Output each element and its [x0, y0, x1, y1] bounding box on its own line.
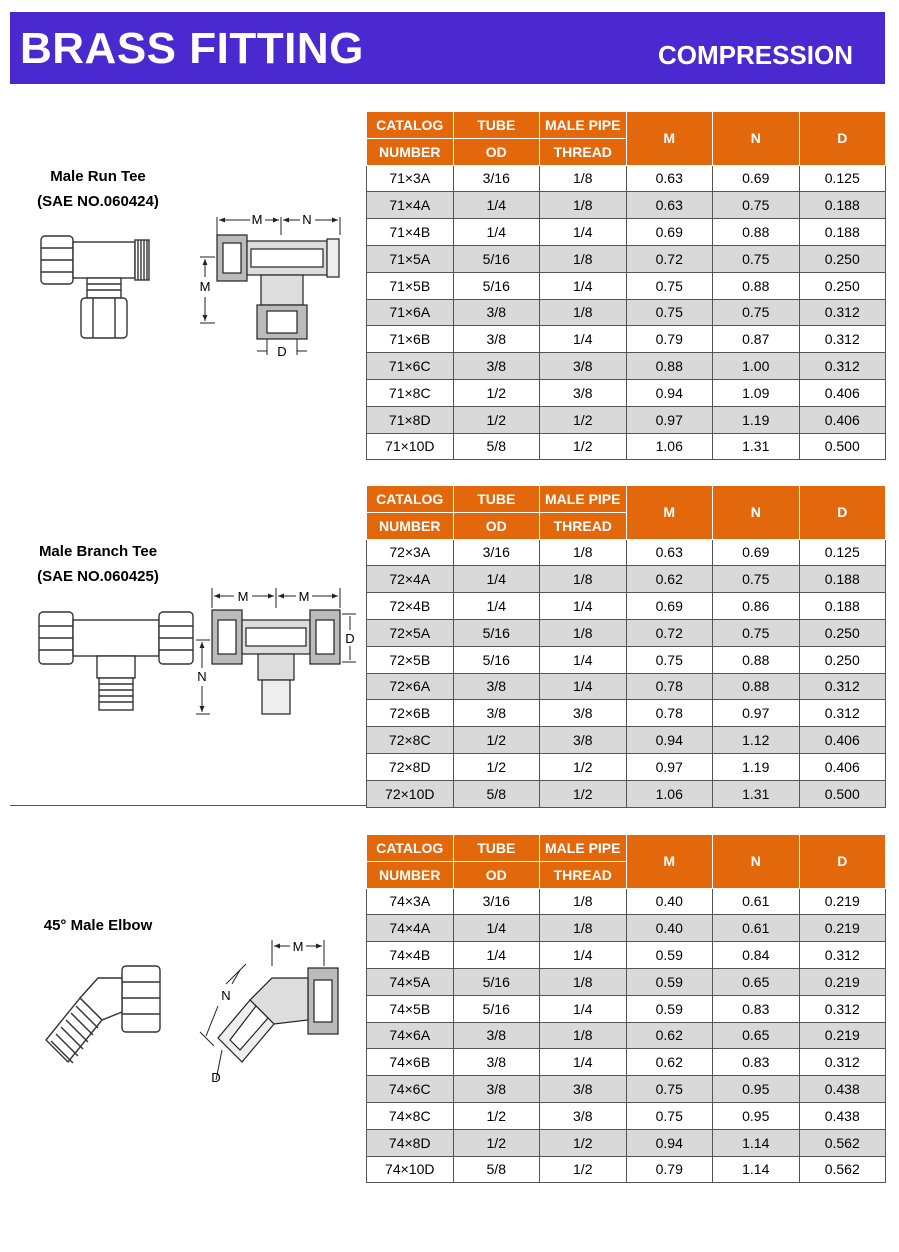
col-header-m: M — [626, 835, 713, 889]
table-row — [367, 780, 886, 807]
cell-catalog-number: 74×8D — [367, 1129, 454, 1156]
dim-n-label: N — [197, 669, 207, 684]
col-header-catalog-sub: NUMBER — [367, 138, 454, 165]
cell-male-pipe-thread: 1/4 — [540, 1049, 627, 1076]
45-male-elbow-illustration — [40, 962, 165, 1074]
cell-catalog-number: 74×6C — [367, 1076, 454, 1103]
table-row — [367, 942, 886, 969]
cell-tube-od: 1/2 — [453, 753, 540, 780]
table-row — [367, 165, 886, 192]
cell-tube-od: 5/16 — [453, 968, 540, 995]
table-row — [367, 1076, 886, 1103]
male-branch-tee-illustration — [35, 608, 197, 713]
cell-male-pipe-thread: 1/8 — [540, 245, 627, 272]
male-branch-tee-table — [366, 485, 886, 808]
cell-dim-d: 0.250 — [799, 619, 886, 646]
male-branch-tee-dimension-drawing — [192, 582, 360, 722]
cell-tube-od: 3/8 — [453, 299, 540, 326]
cell-catalog-number: 71×10D — [367, 433, 454, 460]
cell-male-pipe-thread: 1/2 — [540, 1156, 627, 1183]
cell-dim-n: 0.88 — [713, 673, 800, 700]
cell-dim-m: 0.69 — [626, 219, 713, 246]
table-row — [367, 995, 886, 1022]
col-header-tube: TUBE — [453, 486, 540, 513]
cell-male-pipe-thread: 1/4 — [540, 272, 627, 299]
cell-dim-d: 0.406 — [799, 753, 886, 780]
cell-male-pipe-thread: 3/8 — [540, 379, 627, 406]
col-header-catalog-sub: NUMBER — [367, 512, 454, 539]
cell-dim-m: 0.88 — [626, 353, 713, 380]
table-row — [367, 1129, 886, 1156]
dim-n-label: N — [302, 212, 312, 227]
cell-dim-m: 0.78 — [626, 673, 713, 700]
cell-dim-d: 0.219 — [799, 888, 886, 915]
cell-dim-m: 0.97 — [626, 406, 713, 433]
cell-dim-d: 0.312 — [799, 1049, 886, 1076]
cell-dim-d: 0.406 — [799, 379, 886, 406]
cell-dim-n: 1.14 — [713, 1129, 800, 1156]
cell-tube-od: 3/8 — [453, 326, 540, 353]
cell-dim-n: 0.75 — [713, 192, 800, 219]
cell-tube-od: 1/4 — [453, 566, 540, 593]
dim-m-label: M — [292, 939, 304, 954]
table-row — [367, 619, 886, 646]
cell-dim-n: 0.87 — [713, 326, 800, 353]
col-header-d: D — [799, 112, 886, 166]
cell-catalog-number: 72×4B — [367, 593, 454, 620]
cell-male-pipe-thread: 3/8 — [540, 1102, 627, 1129]
cell-dim-m: 0.97 — [626, 753, 713, 780]
cell-dim-d: 0.562 — [799, 1129, 886, 1156]
cell-tube-od: 5/16 — [453, 619, 540, 646]
cell-male-pipe-thread: 1/8 — [540, 539, 627, 566]
cell-dim-m: 0.75 — [626, 1076, 713, 1103]
cell-tube-od: 1/4 — [453, 219, 540, 246]
45-male-elbow-dimension-drawing — [196, 932, 346, 1090]
cell-dim-d: 0.406 — [799, 727, 886, 754]
dim-d-label: D — [277, 344, 287, 359]
cell-male-pipe-thread: 1/8 — [540, 888, 627, 915]
cell-catalog-number: 71×6B — [367, 326, 454, 353]
dim-n-label: N — [221, 988, 231, 1003]
cell-male-pipe-thread: 1/2 — [540, 1129, 627, 1156]
cell-dim-m: 0.75 — [626, 299, 713, 326]
cell-dim-n: 0.61 — [713, 888, 800, 915]
col-header-tube-sub: OD — [453, 138, 540, 165]
cell-dim-m: 0.75 — [626, 272, 713, 299]
col-header-m: M — [626, 112, 713, 166]
cell-male-pipe-thread: 1/2 — [540, 780, 627, 807]
cell-dim-n: 0.75 — [713, 566, 800, 593]
page-subtitle: COMPRESSION — [657, 40, 853, 70]
dim-m-right-label: M — [298, 589, 310, 604]
col-header-pipe-sub: THREAD — [540, 138, 627, 165]
cell-catalog-number: 71×4A — [367, 192, 454, 219]
cell-catalog-number: 71×3A — [367, 165, 454, 192]
cell-male-pipe-thread: 1/8 — [540, 619, 627, 646]
cell-catalog-number: 72×8D — [367, 753, 454, 780]
col-header-tube: TUBE — [453, 112, 540, 139]
cell-dim-d: 0.188 — [799, 192, 886, 219]
cell-dim-d: 0.219 — [799, 915, 886, 942]
cell-tube-od: 3/16 — [453, 539, 540, 566]
cell-catalog-number: 72×5A — [367, 619, 454, 646]
col-header-n: N — [713, 835, 800, 889]
cell-dim-n: 0.75 — [713, 245, 800, 272]
table-row — [367, 700, 886, 727]
cell-tube-od: 5/8 — [453, 780, 540, 807]
dim-m-vertical-label: M — [199, 279, 211, 294]
dim-d-label: D — [211, 1070, 221, 1085]
col-header-pipe: MALE PIPE — [540, 112, 627, 139]
col-header-d: D — [799, 835, 886, 889]
cell-catalog-number: 74×3A — [367, 888, 454, 915]
cell-tube-od: 5/8 — [453, 1156, 540, 1183]
cell-tube-od: 1/2 — [453, 1102, 540, 1129]
cell-dim-d: 0.312 — [799, 995, 886, 1022]
cell-tube-od: 1/2 — [453, 1129, 540, 1156]
cell-dim-m: 0.94 — [626, 727, 713, 754]
cell-male-pipe-thread: 1/8 — [540, 1022, 627, 1049]
col-header-catalog: CATALOG — [367, 486, 454, 513]
cell-catalog-number: 72×8C — [367, 727, 454, 754]
section-divider — [10, 805, 366, 806]
cell-tube-od: 1/2 — [453, 379, 540, 406]
cell-catalog-number: 72×3A — [367, 539, 454, 566]
section-title: Male Run Tee — [50, 168, 146, 185]
male-run-tee-dimension-drawing — [195, 205, 345, 365]
cell-dim-m: 0.59 — [626, 995, 713, 1022]
cell-dim-n: 1.00 — [713, 353, 800, 380]
cell-dim-n: 0.84 — [713, 942, 800, 969]
cell-male-pipe-thread: 1/2 — [540, 753, 627, 780]
cell-catalog-number: 74×8C — [367, 1102, 454, 1129]
cell-male-pipe-thread: 3/8 — [540, 1076, 627, 1103]
cell-dim-n: 0.97 — [713, 700, 800, 727]
table-row — [367, 1049, 886, 1076]
table-row — [367, 272, 886, 299]
cell-dim-n: 0.88 — [713, 646, 800, 673]
cell-dim-n: 1.19 — [713, 406, 800, 433]
cell-male-pipe-thread: 1/8 — [540, 165, 627, 192]
cell-male-pipe-thread: 1/8 — [540, 192, 627, 219]
cell-dim-d: 0.312 — [799, 299, 886, 326]
cell-dim-d: 0.219 — [799, 1022, 886, 1049]
table-row — [367, 1022, 886, 1049]
col-header-pipe-sub: THREAD — [540, 512, 627, 539]
cell-dim-n: 0.65 — [713, 968, 800, 995]
cell-catalog-number: 74×5A — [367, 968, 454, 995]
cell-tube-od: 5/16 — [453, 995, 540, 1022]
table-row — [367, 673, 886, 700]
cell-catalog-number: 71×6C — [367, 353, 454, 380]
section-2-label — [8, 539, 188, 589]
cell-tube-od: 3/8 — [453, 1049, 540, 1076]
section-1-label — [8, 164, 188, 214]
cell-catalog-number: 74×5B — [367, 995, 454, 1022]
cell-male-pipe-thread: 3/8 — [540, 700, 627, 727]
cell-dim-n: 0.83 — [713, 1049, 800, 1076]
cell-catalog-number: 72×6B — [367, 700, 454, 727]
male-run-tee-illustration — [35, 228, 155, 346]
cell-dim-m: 0.75 — [626, 1102, 713, 1129]
cell-dim-n: 1.19 — [713, 753, 800, 780]
col-header-m: M — [626, 486, 713, 540]
col-header-d: D — [799, 486, 886, 540]
cell-catalog-number: 72×6A — [367, 673, 454, 700]
cell-dim-m: 0.72 — [626, 245, 713, 272]
table-row — [367, 353, 886, 380]
cell-dim-d: 0.250 — [799, 646, 886, 673]
table-row — [367, 299, 886, 326]
cell-dim-m: 0.63 — [626, 539, 713, 566]
cell-catalog-number: 74×4A — [367, 915, 454, 942]
col-header-n: N — [713, 486, 800, 540]
table-row — [367, 646, 886, 673]
table-row — [367, 379, 886, 406]
cell-tube-od: 1/2 — [453, 727, 540, 754]
cell-dim-m: 0.79 — [626, 1156, 713, 1183]
cell-dim-m: 0.94 — [626, 379, 713, 406]
table-row — [367, 192, 886, 219]
cell-dim-d: 0.188 — [799, 566, 886, 593]
cell-male-pipe-thread: 3/8 — [540, 353, 627, 380]
cell-catalog-number: 72×10D — [367, 780, 454, 807]
cell-male-pipe-thread: 1/4 — [540, 673, 627, 700]
table-row — [367, 753, 886, 780]
cell-tube-od: 3/16 — [453, 888, 540, 915]
cell-dim-m: 0.75 — [626, 646, 713, 673]
cell-tube-od: 1/4 — [453, 942, 540, 969]
cell-dim-n: 0.75 — [713, 619, 800, 646]
dim-d-label: D — [345, 631, 355, 646]
cell-male-pipe-thread: 1/8 — [540, 915, 627, 942]
cell-male-pipe-thread: 3/8 — [540, 727, 627, 754]
dim-m-left-label: M — [237, 589, 249, 604]
45-male-elbow-table — [366, 834, 886, 1183]
table-row — [367, 326, 886, 353]
cell-catalog-number: 74×6A — [367, 1022, 454, 1049]
table-row — [367, 566, 886, 593]
cell-male-pipe-thread: 1/4 — [540, 219, 627, 246]
cell-dim-m: 1.06 — [626, 433, 713, 460]
cell-dim-m: 0.78 — [626, 700, 713, 727]
cell-tube-od: 5/16 — [453, 646, 540, 673]
table-row — [367, 888, 886, 915]
cell-dim-n: 1.12 — [713, 727, 800, 754]
col-header-tube-sub: OD — [453, 861, 540, 888]
cell-male-pipe-thread: 1/4 — [540, 646, 627, 673]
cell-catalog-number: 72×4A — [367, 566, 454, 593]
cell-dim-d: 0.188 — [799, 219, 886, 246]
col-header-catalog-sub: NUMBER — [367, 861, 454, 888]
page-header — [10, 12, 885, 84]
cell-tube-od: 3/8 — [453, 700, 540, 727]
cell-catalog-number: 74×6B — [367, 1049, 454, 1076]
cell-dim-d: 0.125 — [799, 539, 886, 566]
cell-dim-d: 0.500 — [799, 433, 886, 460]
table-row — [367, 433, 886, 460]
col-header-tube: TUBE — [453, 835, 540, 862]
cell-dim-d: 0.438 — [799, 1076, 886, 1103]
cell-catalog-number: 74×4B — [367, 942, 454, 969]
cell-dim-m: 1.06 — [626, 780, 713, 807]
section-sae-number: (SAE NO.060424) — [37, 193, 159, 210]
cell-dim-m: 0.62 — [626, 1049, 713, 1076]
cell-dim-d: 0.312 — [799, 673, 886, 700]
cell-male-pipe-thread: 1/8 — [540, 299, 627, 326]
cell-dim-n: 0.69 — [713, 539, 800, 566]
cell-male-pipe-thread: 1/8 — [540, 566, 627, 593]
table-row — [367, 219, 886, 246]
cell-male-pipe-thread: 1/8 — [540, 968, 627, 995]
cell-tube-od: 1/4 — [453, 192, 540, 219]
cell-male-pipe-thread: 1/4 — [540, 326, 627, 353]
col-header-tube-sub: OD — [453, 512, 540, 539]
cell-tube-od: 3/16 — [453, 165, 540, 192]
table-row — [367, 406, 886, 433]
cell-dim-m: 0.40 — [626, 888, 713, 915]
col-header-pipe: MALE PIPE — [540, 835, 627, 862]
cell-dim-n: 0.95 — [713, 1102, 800, 1129]
cell-dim-m: 0.72 — [626, 619, 713, 646]
cell-dim-d: 0.250 — [799, 272, 886, 299]
cell-tube-od: 1/2 — [453, 406, 540, 433]
cell-tube-od: 1/4 — [453, 593, 540, 620]
cell-dim-d: 0.500 — [799, 780, 886, 807]
table-row — [367, 727, 886, 754]
cell-catalog-number: 71×5B — [367, 272, 454, 299]
cell-dim-n: 1.14 — [713, 1156, 800, 1183]
col-header-n: N — [713, 112, 800, 166]
cell-tube-od: 3/8 — [453, 1076, 540, 1103]
cell-dim-d: 0.562 — [799, 1156, 886, 1183]
cell-dim-m: 0.79 — [626, 326, 713, 353]
cell-catalog-number: 72×5B — [367, 646, 454, 673]
cell-dim-m: 0.59 — [626, 968, 713, 995]
cell-dim-n: 1.31 — [713, 433, 800, 460]
col-header-catalog: CATALOG — [367, 835, 454, 862]
col-header-catalog: CATALOG — [367, 112, 454, 139]
cell-dim-n: 0.88 — [713, 272, 800, 299]
cell-tube-od: 5/16 — [453, 245, 540, 272]
table-row — [367, 1102, 886, 1129]
section-3-label — [8, 913, 188, 938]
cell-dim-d: 0.188 — [799, 593, 886, 620]
section-title: 45° Male Elbow — [43, 917, 153, 934]
cell-dim-m: 0.94 — [626, 1129, 713, 1156]
cell-catalog-number: 71×4B — [367, 219, 454, 246]
col-header-pipe-sub: THREAD — [540, 861, 627, 888]
section-sae-number: (SAE NO.060425) — [37, 568, 159, 585]
cell-dim-n: 0.86 — [713, 593, 800, 620]
page-title: BRASS FITTING — [20, 24, 364, 73]
cell-dim-m: 0.40 — [626, 915, 713, 942]
cell-dim-m: 0.59 — [626, 942, 713, 969]
col-header-pipe: MALE PIPE — [540, 486, 627, 513]
cell-tube-od: 3/8 — [453, 673, 540, 700]
cell-catalog-number: 71×5A — [367, 245, 454, 272]
cell-dim-d: 0.312 — [799, 700, 886, 727]
cell-dim-d: 0.438 — [799, 1102, 886, 1129]
cell-male-pipe-thread: 1/2 — [540, 433, 627, 460]
cell-dim-n: 1.09 — [713, 379, 800, 406]
cell-tube-od: 5/8 — [453, 433, 540, 460]
cell-male-pipe-thread: 1/4 — [540, 942, 627, 969]
cell-dim-n: 0.88 — [713, 219, 800, 246]
cell-tube-od: 3/8 — [453, 1022, 540, 1049]
cell-dim-d: 0.312 — [799, 326, 886, 353]
cell-dim-d: 0.250 — [799, 245, 886, 272]
cell-tube-od: 3/8 — [453, 353, 540, 380]
cell-dim-m: 0.63 — [626, 165, 713, 192]
cell-dim-m: 0.69 — [626, 593, 713, 620]
cell-dim-m: 0.62 — [626, 566, 713, 593]
cell-dim-d: 0.312 — [799, 942, 886, 969]
cell-tube-od: 1/4 — [453, 915, 540, 942]
cell-tube-od: 5/16 — [453, 272, 540, 299]
cell-dim-n: 0.83 — [713, 995, 800, 1022]
cell-dim-n: 0.95 — [713, 1076, 800, 1103]
table-row — [367, 245, 886, 272]
cell-dim-d: 0.312 — [799, 353, 886, 380]
section-title: Male Branch Tee — [38, 543, 158, 560]
table-row — [367, 915, 886, 942]
table-row — [367, 1156, 886, 1183]
cell-dim-n: 0.61 — [713, 915, 800, 942]
cell-dim-m: 0.62 — [626, 1022, 713, 1049]
table-row — [367, 539, 886, 566]
cell-catalog-number: 74×10D — [367, 1156, 454, 1183]
cell-male-pipe-thread: 1/4 — [540, 593, 627, 620]
cell-catalog-number: 71×8C — [367, 379, 454, 406]
cell-male-pipe-thread: 1/2 — [540, 406, 627, 433]
cell-dim-n: 1.31 — [713, 780, 800, 807]
cell-dim-d: 0.125 — [799, 165, 886, 192]
cell-dim-d: 0.406 — [799, 406, 886, 433]
table-row — [367, 968, 886, 995]
male-run-tee-table — [366, 111, 886, 460]
table-row — [367, 593, 886, 620]
dim-m-label: M — [251, 212, 263, 227]
cell-dim-n: 0.75 — [713, 299, 800, 326]
cell-catalog-number: 71×8D — [367, 406, 454, 433]
cell-dim-m: 0.63 — [626, 192, 713, 219]
cell-dim-d: 0.219 — [799, 968, 886, 995]
cell-male-pipe-thread: 1/4 — [540, 995, 627, 1022]
cell-dim-n: 0.69 — [713, 165, 800, 192]
cell-dim-n: 0.65 — [713, 1022, 800, 1049]
cell-catalog-number: 71×6A — [367, 299, 454, 326]
